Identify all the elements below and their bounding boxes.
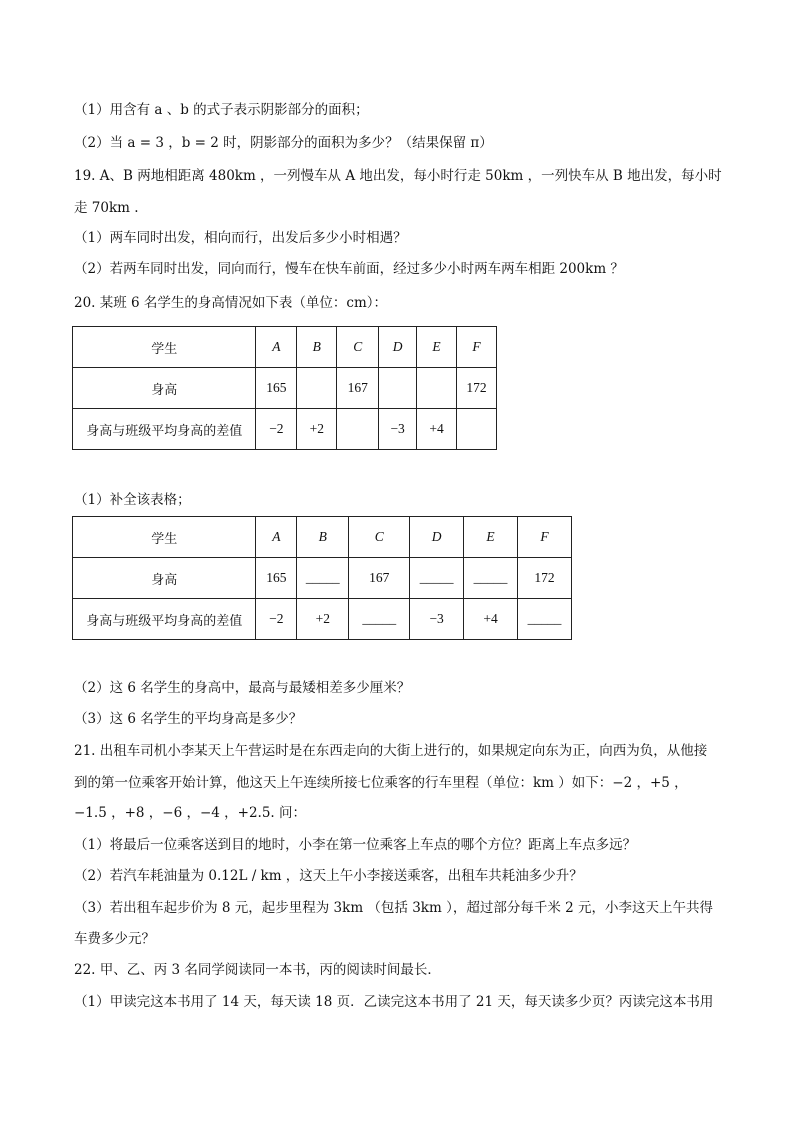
table-cell: −3 — [379, 409, 417, 450]
table-cell — [337, 409, 379, 450]
q21-stem-line3: −1.5 ，+8 ，−6 ，−4 ，+2.5. 问： — [74, 805, 307, 821]
table-cell — [417, 368, 457, 409]
answer-blank[interactable]: _____ — [518, 599, 572, 640]
q20-part1: （1）补全该表格； — [74, 492, 191, 508]
q21-part2: （2）若汽车耗油量为 0.12L / km ，这天上午小李接送乘客，出租车共耗油多少升？ — [74, 868, 583, 884]
height-table-fill-in — [72, 516, 572, 640]
table-cell: F — [457, 327, 497, 368]
q21-stem-line2: 到的第一位乘客开始计算，他这天上午连续所接七位乘客的行车里程（单位：km ）如下：−2 ，+5 ， — [74, 775, 688, 791]
table-cell: C — [349, 517, 410, 558]
table-cell: −2 — [256, 599, 297, 640]
q21-part3-line1: （3）若出租车起步价为 8 元，起步里程为 3km （包括 3km ），超过部分每千米 2 元，小李这天上午共得 — [74, 900, 713, 916]
table-row — [73, 368, 497, 409]
table-row — [73, 409, 497, 450]
q20-part3: （3）这 6 名学生的平均身高是多少？ — [74, 711, 303, 727]
q19-part1: （1）两车同时出发，相向而行，出发后多少小时相遇？ — [74, 230, 407, 246]
q20-part2: （2）这 6 名学生的身高中，最高与最矮相差多少厘米？ — [74, 680, 411, 696]
table-cell: 学生 — [73, 517, 256, 558]
table-cell: A — [256, 517, 297, 558]
table-cell: E — [417, 327, 457, 368]
table-cell: 学生 — [73, 327, 256, 368]
q21-part3-line2: 车费多少元？ — [74, 931, 155, 947]
q18-part1: （1）用含有 a 、b 的式子表示阴影部分的面积； — [74, 102, 369, 118]
q21-part1: （1）将最后一位乘客送到目的地时，小李在第一位乘客上车点的哪个方位？距离上车点多远？ — [74, 837, 637, 853]
table-row — [73, 327, 497, 368]
table-cell: F — [518, 517, 572, 558]
table-cell: 身高 — [73, 368, 256, 409]
table-cell: B — [297, 327, 337, 368]
table-cell: 165 — [256, 558, 297, 599]
table-cell: 身高与班级平均身高的差值 — [73, 409, 256, 450]
q19-stem-line2: 走 70km . — [74, 200, 139, 216]
q22-stem: 22. 甲、乙、丙 3 名同学阅读同一本书，丙的阅读时间最长． — [74, 962, 441, 978]
q19-stem-line1: 19. A、B 两地相距离 480km ，一列慢车从 A 地出发，每小时行走 50km ，一列快车从 B 地出发，每小时 — [74, 168, 722, 184]
table-cell: +2 — [297, 409, 337, 450]
table-cell: A — [256, 327, 297, 368]
table-cell: 167 — [337, 368, 379, 409]
table-row — [73, 558, 572, 599]
table-row — [73, 517, 572, 558]
table-cell — [379, 368, 417, 409]
table-cell: 身高 — [73, 558, 256, 599]
table-cell: 172 — [518, 558, 572, 599]
table-cell: +2 — [297, 599, 349, 640]
table-cell: D — [410, 517, 464, 558]
q22-part1: （1）甲读完这本书用了 14 天，每天读 18 页．乙读完这本书用了 21 天，每天读多少页？丙读完这本书用 — [74, 994, 714, 1010]
table-cell: 165 — [256, 368, 297, 409]
table-cell: 172 — [457, 368, 497, 409]
q18-part2: （2）当 a = 3 ，b = 2 时，阴影部分的面积为多少？（结果保留 π） — [74, 135, 493, 151]
q19-part2: （2）若两车同时出发，同向而行，慢车在快车前面，经过多少小时两车两车相距 200km ？ — [74, 261, 624, 277]
answer-blank[interactable]: _____ — [349, 599, 410, 640]
table-cell: B — [297, 517, 349, 558]
table-cell: 身高与班级平均身高的差值 — [73, 599, 256, 640]
table-cell — [297, 368, 337, 409]
height-table-original — [72, 326, 497, 450]
table-cell: +4 — [464, 599, 518, 640]
table-cell: −3 — [410, 599, 464, 640]
table-cell: 167 — [349, 558, 410, 599]
answer-blank[interactable]: _____ — [464, 558, 518, 599]
q21-stem-line1: 21. 出租车司机小李某天上午营运时是在东西走向的大街上进行的，如果规定向东为正，向西为负，从他接 — [74, 743, 708, 759]
answer-blank[interactable]: _____ — [297, 558, 349, 599]
table-row — [73, 599, 572, 640]
table-cell: +4 — [417, 409, 457, 450]
table-cell: E — [464, 517, 518, 558]
table-cell: C — [337, 327, 379, 368]
q20-stem: 20. 某班 6 名学生的身高情况如下表（单位：cm）： — [74, 295, 388, 311]
answer-blank[interactable]: _____ — [410, 558, 464, 599]
table-cell: D — [379, 327, 417, 368]
table-cell: −2 — [256, 409, 297, 450]
table-cell — [457, 409, 497, 450]
